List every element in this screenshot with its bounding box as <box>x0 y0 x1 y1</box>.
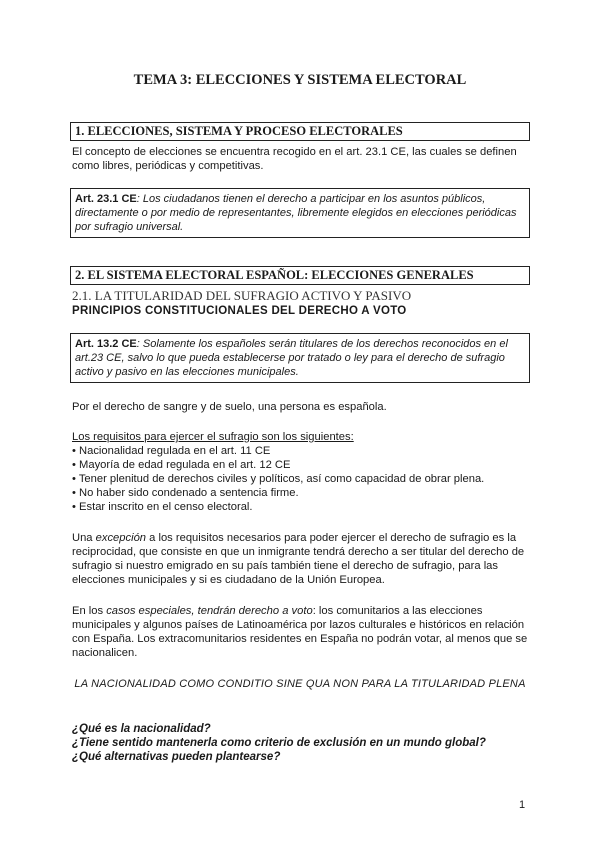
document-title: TEMA 3: ELECCIONES Y SISTEMA ELECTORAL <box>133 72 467 88</box>
list-item: • Tener plenitud de derechos civiles y políticos, así como capacidad de obrar plena. <box>72 473 485 485</box>
section2-heading: 2. EL SISTEMA ELECTORAL ESPAÑOL: ELECCIONES GENERALES <box>70 266 530 285</box>
paragraph-line: reciprocidad, que consiste en que un inmigrante tendrá derecho a ser titular del derecho de <box>72 546 525 558</box>
page-number: 1 <box>519 799 526 811</box>
text-run: En los <box>72 605 107 617</box>
list-item: • Estar inscrito en el censo electoral. <box>72 501 253 513</box>
text-run: : los comunitarios a las elecciones <box>312 605 483 617</box>
paragraph-line: con España. Los extracomunitarios residentes en España no podrán votar, al menos que se <box>72 633 528 645</box>
paragraph-line: El concepto de elecciones se encuentra recogido en el art. 23.1 CE, las cuales se definen <box>72 146 517 158</box>
quote-text: : Solamente los españoles serán titulares de los derechos reconocidos en el <box>136 338 508 350</box>
requirements-block <box>72 430 532 514</box>
text-run: a los requisitos necesarios para poder ejercer el derecho de sufragio es la <box>146 532 517 544</box>
nationality-sentence: Por el derecho de sangre y de suelo, una persona es española. <box>72 401 387 413</box>
text-emphasis: casos especiales, tendrán derecho a voto <box>106 605 313 617</box>
quote-box-art-23-1 <box>70 188 530 238</box>
exception-paragraph <box>72 531 532 587</box>
section1-paragraph <box>72 145 532 173</box>
quote-text: art.23 CE, salvo lo que pueda establecerse por tratado o ley para el derecho de sufragio <box>75 352 505 364</box>
section1-heading: 1. ELECCIONES, SISTEMA Y PROCESO ELECTORALES <box>70 122 530 141</box>
special-cases-paragraph <box>72 604 532 660</box>
nationality-statement: LA NACIONALIDAD COMO CONDITIO SINE QUA NON PARA LA TITULARIDAD PLENA <box>74 678 526 690</box>
subsection-heading: 2.1. LA TITULARIDAD DEL SUFRAGIO ACTIVO Y PASIVO <box>72 288 412 303</box>
quote-label: Art. 13.2 CE <box>75 338 137 350</box>
text-emphasis: excepción <box>95 532 147 544</box>
question: ¿Qué es la nacionalidad? <box>72 723 211 735</box>
quote-text: : Los ciudadanos tienen el derecho a participar en los asuntos públicos, <box>136 193 486 205</box>
list-item: • No haber sido condenado a sentencia firme. <box>72 487 299 499</box>
text-run: Una <box>72 532 96 544</box>
quote-label: Art. 23.1 CE <box>75 193 137 205</box>
quote-text: directamente o por medio de representantes, libremente elegidos en elecciones periódicas <box>75 207 517 219</box>
principles-label: PRINCIPIOS CONSTITUCIONALES DEL DERECHO A VOTO <box>72 305 407 317</box>
list-item: • Mayoría de edad regulada en el art. 12 CE <box>72 459 291 471</box>
paragraph-line: sufragio si nuestro emigrado en su país también tiene el derecho de sufragio, para las <box>72 560 498 572</box>
paragraph-line: municipales y algunos países de Latinoamérica por lazos culturales e históricos en relación <box>72 619 525 631</box>
question: ¿Tiene sentido mantenerla como criterio de exclusión en un mundo global? <box>72 737 486 749</box>
list-item: • Nacionalidad regulada en el art. 11 CE <box>72 445 271 457</box>
requirements-title: Los requisitos para ejercer el sufragio son los siguientes: <box>72 431 354 443</box>
quote-box-art-13-2 <box>70 333 530 383</box>
paragraph-line: elecciones municipales y si es ciudadano de la Unión Europea. <box>72 574 385 586</box>
questions-block <box>72 722 486 764</box>
quote-text: activo y pasivo en las elecciones municipales. <box>75 366 299 378</box>
quote-text: por sufragio universal. <box>75 221 184 233</box>
paragraph-line: nacionalicen. <box>72 647 138 659</box>
question: ¿Qué alternativas pueden plantearse? <box>72 751 281 763</box>
paragraph-line: como libres, periódicas y competitivas. <box>72 160 264 172</box>
